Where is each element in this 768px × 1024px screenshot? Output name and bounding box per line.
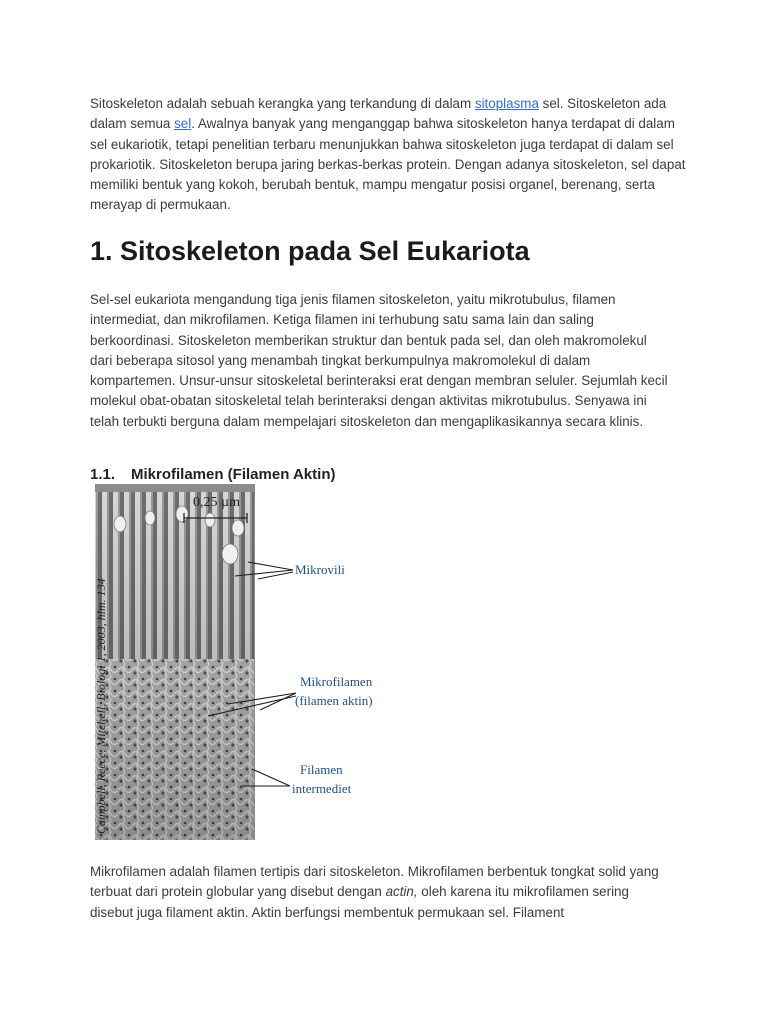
subsection-heading bbox=[90, 466, 335, 483]
mikrofilamen-text-1: Mikrofilamen adalah filamen tertipis dari sitoskeleton. Mikrofilamen berbentuk tongkat solid yang terbuat dari protein globular yang disebut dengan bbox=[90, 864, 659, 900]
label-mikrovili: Mikrovili bbox=[295, 562, 345, 577]
subsection-number: 1.1. bbox=[90, 466, 116, 483]
label-filamen-aktin: (filamen aktin) bbox=[295, 693, 373, 708]
label-filamen: Filamen bbox=[300, 762, 343, 777]
label-mikrofilamen: Mikrofilamen bbox=[300, 674, 373, 689]
actin-term: actin, bbox=[385, 884, 418, 900]
micrograph-svg bbox=[90, 484, 390, 840]
figure-credit: Campbell, Reece, Mitchell, Biologi 1, 2003, hlm. 134 bbox=[94, 578, 108, 834]
intro-text-2: sel. Sitoskeleton ada dalam semua bbox=[90, 96, 667, 132]
scale-label: 0,25 µm bbox=[193, 495, 240, 510]
mikrofilamen-paragraph bbox=[90, 862, 670, 923]
document-page bbox=[90, 94, 690, 920]
micrograph-image bbox=[90, 484, 255, 840]
intro-text-1: Sitoskeleton adalah sebuah kerangka yang terkandung di dalam bbox=[90, 96, 475, 111]
section-heading: 1. Sitoskeleton pada Sel Eukariota bbox=[90, 236, 530, 266]
sel-link[interactable]: sel bbox=[174, 116, 192, 132]
subsection-title: Mikrofilamen (Filamen Aktin) bbox=[131, 466, 336, 483]
intro-paragraph bbox=[90, 94, 690, 216]
section-paragraph: Sel-sel eukariota mengandung tiga jenis filamen sitoskeleton, yaitu mikrotubulus, filamen intermediat, dan mikrofilamen. Ketiga filamen ini terhubung satu sama lain dan saling berkoordinasi. Sitoskeleton memberikan struktur dan bentuk pada sel, dan oleh makromolekul dari beberapa sitosol yang menambah tingkat berkumpulnya makromolekul di dalam kompartemen. Unsur-unsur sitoskeletal berinteraksi erat dengan membran seluler. Sejumlah kecil molekul obat-obatan sitoskeletal telah berinteraksi dengan aktivitas mikrotubulus. Senyawa ini telah terbukti berguna dalam mempelajari sitoskeleton dan mengaplikasikannya secara klinis. bbox=[90, 292, 668, 429]
micrograph-figure bbox=[90, 484, 390, 840]
intro-text-3: . Awalnya banyak yang menganggap bahwa sitoskeleton hanya terdapat di dalam sel eukariotik, tetapi penelitian terbaru menunjukkan bahwa sitoskeleton juga terdapat di dalam sel prokariotik. Sitoskeleton berupa jaring berkas-berkas protein. Dengan adanya sitoskeleton, sel dapat memiliki bentuk yang kokoh, berubah bentuk, mampu mengatur posisi organel, berenang, serta merayap di permukaan. bbox=[90, 116, 686, 213]
sitoplasma-link[interactable]: sitoplasma bbox=[474, 96, 539, 111]
label-intermediet: intermediet bbox=[292, 781, 352, 796]
mikrofilamen-text-2: oleh karena itu mikrofilamen sering disebut juga filament aktin. Aktin berfungsi membentuk permukaan sel. Filament bbox=[90, 884, 629, 920]
